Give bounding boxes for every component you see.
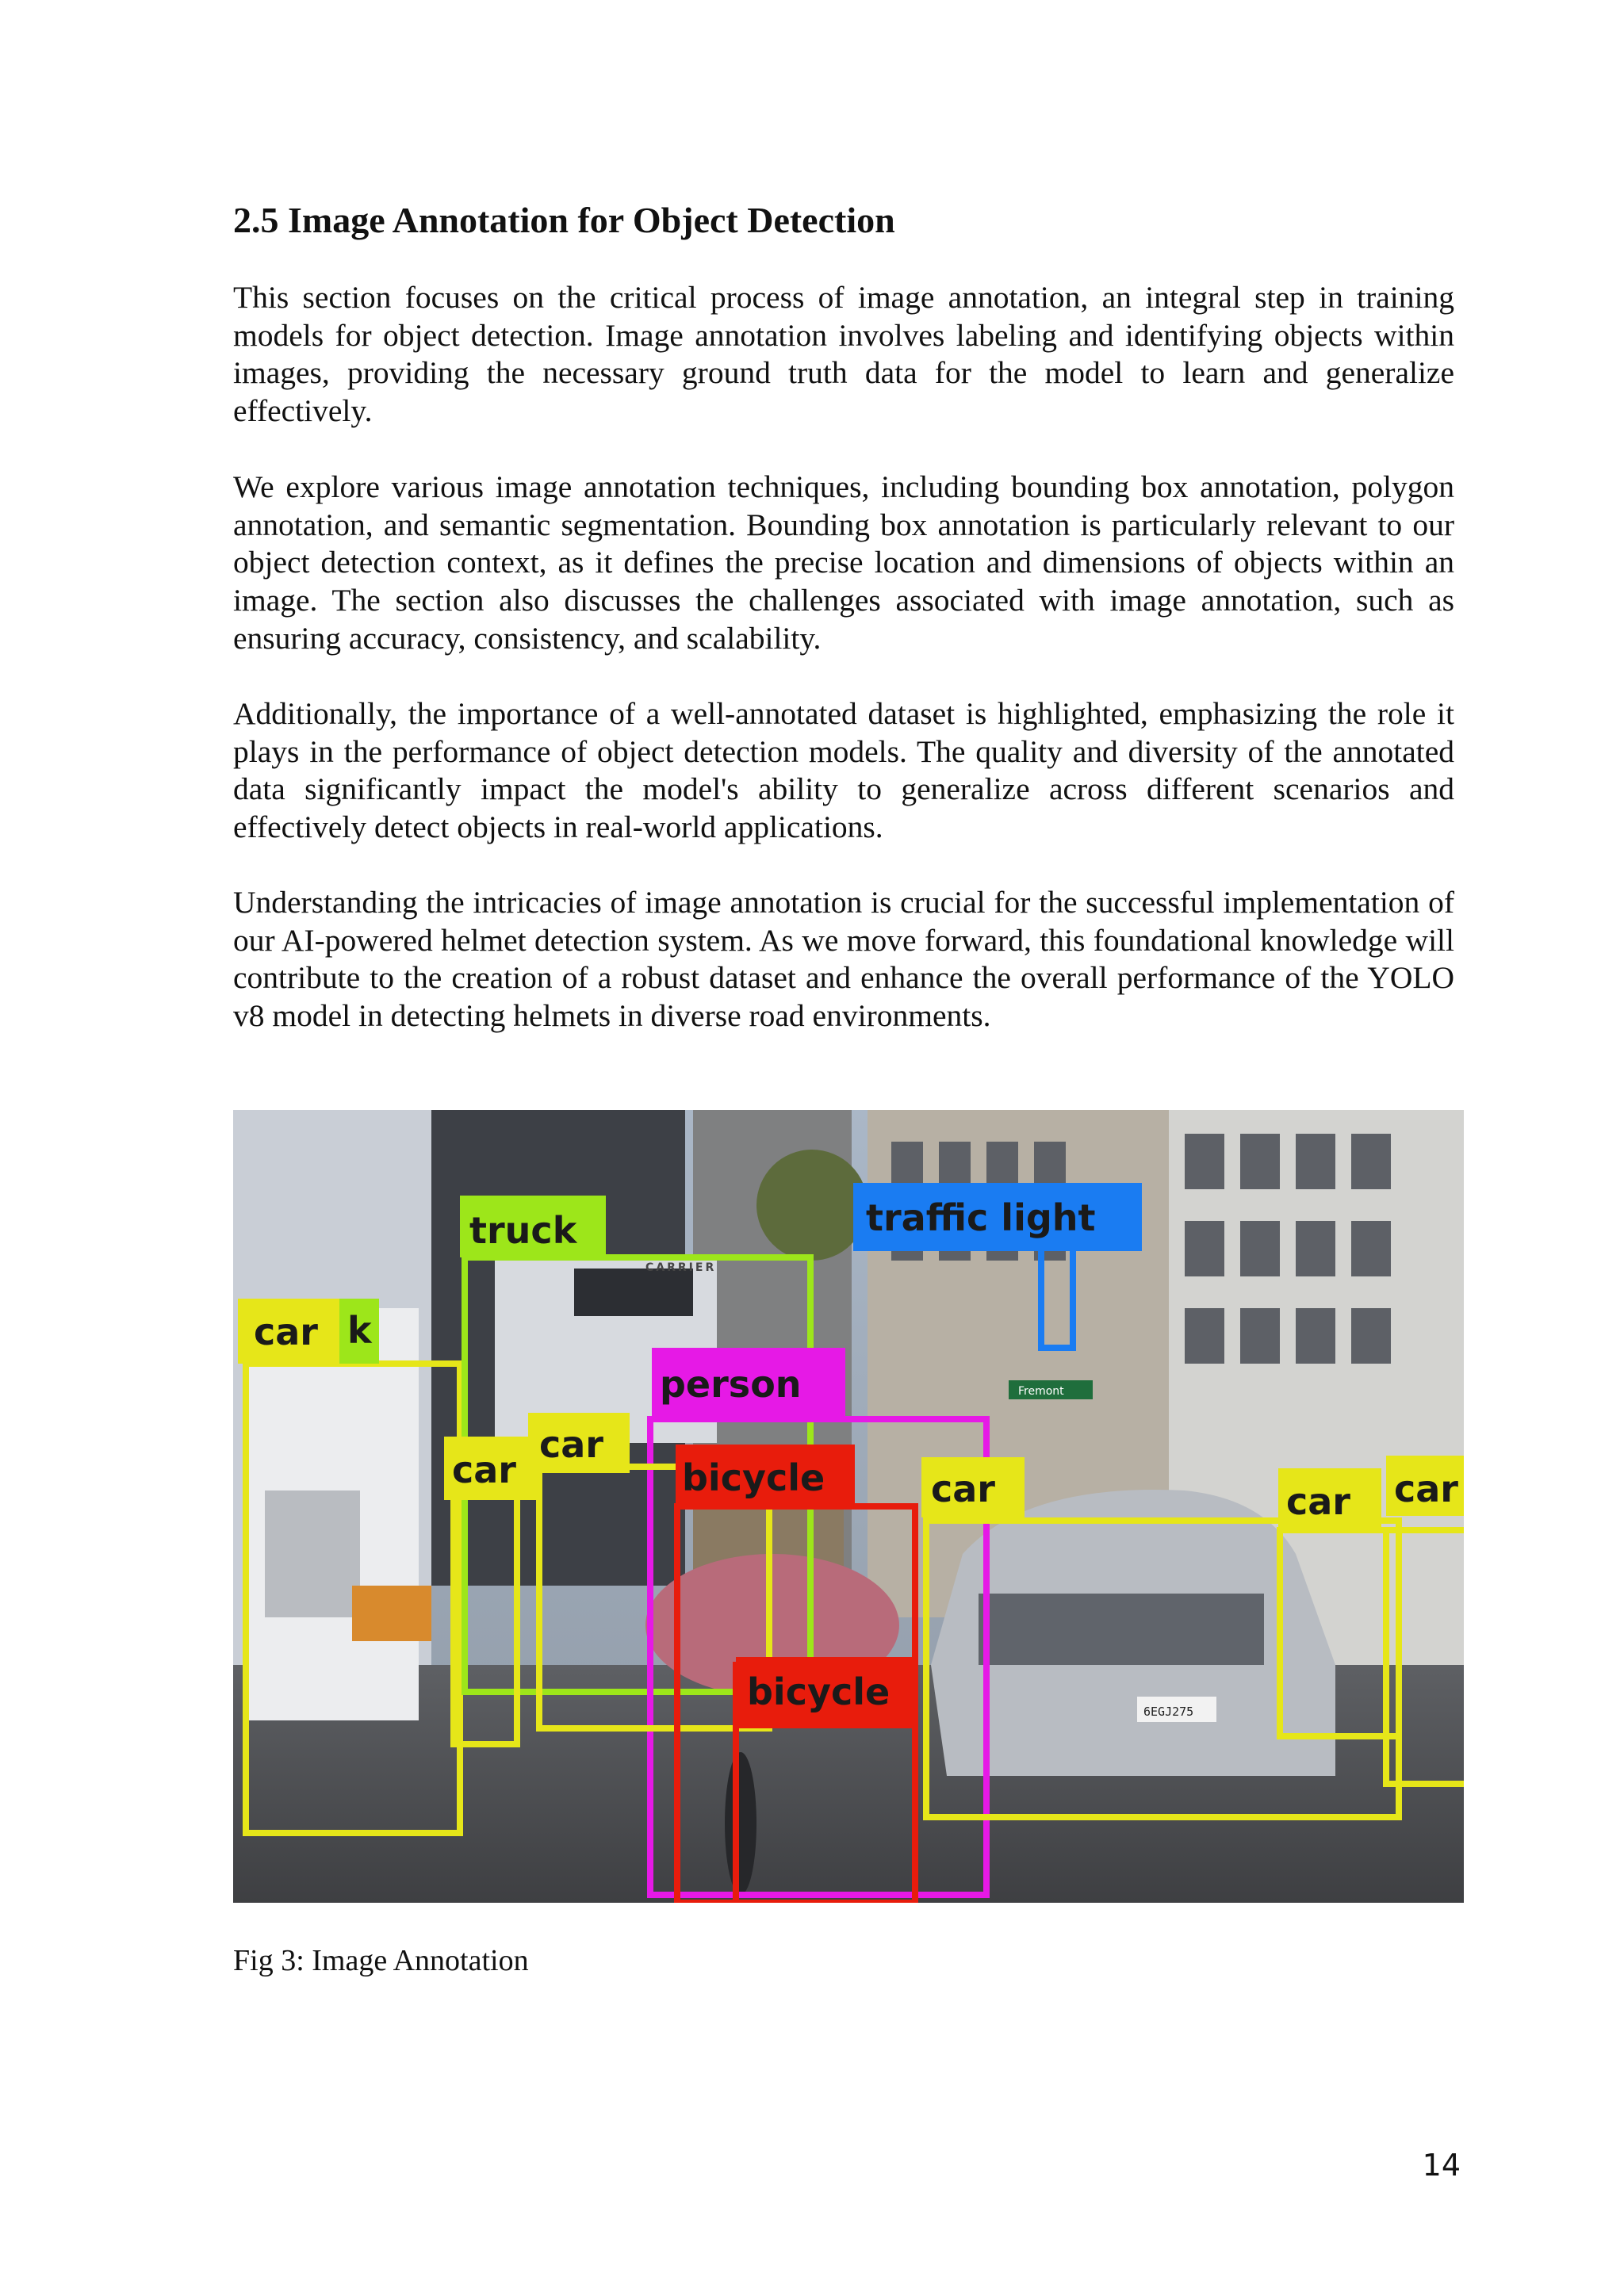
label-bicycle-bottom: bicycle [747, 1670, 891, 1713]
figure-caption: Fig 3: Image Annotation [233, 1944, 529, 1977]
label-truck: truck [469, 1209, 577, 1252]
page-number: 14 [1422, 2148, 1461, 2183]
label-car-mid-a: car [452, 1448, 516, 1491]
label-traffic-light: traffic light [866, 1196, 1096, 1239]
label-car-edge: car [1394, 1468, 1458, 1510]
label-person: person [660, 1363, 802, 1406]
label-car-left-fragment: k [347, 1309, 372, 1352]
paragraph-conclusion: Understanding the intricacies of image annotation is crucial for the successful implementation of our AI-powered helmet detection system. As we move forward, this foundational knowledge will contribute to the creation of a robust dataset and enhance the overall performance of the YOLO v8 model in detecting helmets in diverse road environments. [233, 885, 1454, 1034]
label-car-center: car [931, 1468, 995, 1510]
carrier-logo-text: CARRIER [645, 1261, 717, 1274]
paragraph-importance: Additionally, the importance of a well-annotated dataset is highlighted, emphasizing the role it plays in the performance of object detection models. The quality and diversity of the annotated data significantly impact the model's ability to generalize across different scenarios and effectively detect objects in real-world applications. [233, 696, 1454, 845]
paragraph-intro: This section focuses on the critical process of image annotation, an integral step in training models for object detection. Image annotation involves labeling and identifying objects within images, providing the necessary ground truth data for the model to learn and generalize effectively. [233, 280, 1454, 429]
label-bicycle-top: bicycle [682, 1456, 825, 1499]
annotation-illustration [233, 1110, 1464, 1903]
annotated-street-image [233, 1110, 1464, 1903]
street-sign-text: Fremont [1018, 1385, 1064, 1398]
label-car-left: car [254, 1311, 318, 1353]
license-plate-text: 6EGJ275 [1143, 1705, 1194, 1719]
label-car-mid-b: car [539, 1423, 603, 1466]
label-car-right: car [1286, 1480, 1350, 1523]
section-heading: 2.5 Image Annotation for Object Detection [233, 200, 895, 240]
paragraph-techniques: We explore various image annotation techniques, including bounding box annotation, polygon annotation, and semantic segmentation. Bounding box annotation is particularly relevant to our object detection context, as it defines the precise location and dimensions of objects within an image. The section also discusses the challenges associated with image annotation, such as ensuring accuracy, consistency, and scalability. [233, 469, 1454, 656]
